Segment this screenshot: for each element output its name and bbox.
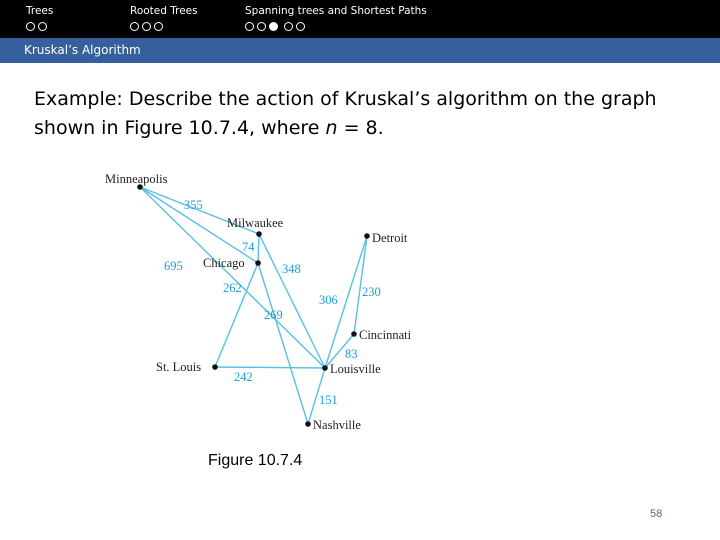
vertex-label: Minneapolis — [105, 172, 168, 186]
graph-edge — [258, 234, 259, 263]
edge-weight: 348 — [282, 262, 301, 276]
vertex-label: Louisville — [330, 362, 381, 376]
nav-dot[interactable] — [38, 22, 47, 31]
graph-edge — [215, 367, 325, 368]
graph-vertex — [256, 231, 262, 237]
vertex-label: Cincinnati — [359, 328, 412, 342]
section-navigation-bar — [0, 0, 720, 38]
edge-weight: 262 — [223, 281, 242, 295]
graph-vertex — [255, 260, 261, 266]
graph-vertex — [212, 364, 218, 370]
question-text: Example: Describe the action of Kruskal’s algorithm on the graph shown in Figure 10.7.4, where — [34, 88, 657, 139]
graph-vertex — [351, 331, 357, 337]
edge-weight: 83 — [345, 347, 358, 361]
nav-section-spanning-trees[interactable]: Spanning trees and Shortest Paths — [245, 5, 427, 17]
nav-section-rooted-trees[interactable]: Rooted Trees — [130, 5, 198, 17]
question-variable: n — [325, 117, 338, 139]
nav-dot[interactable] — [154, 22, 163, 31]
edge-weight: 695 — [164, 259, 183, 273]
nav-dot[interactable] — [142, 22, 151, 31]
vertex-label: Detroit — [372, 231, 408, 245]
figure-caption: Figure 10.7.4 — [208, 452, 303, 469]
edge-weight: 306 — [319, 293, 338, 307]
nav-dots-spanning-trees — [245, 22, 305, 31]
edge-weight: 230 — [362, 285, 381, 299]
weighted-graph-figure — [96, 164, 436, 436]
vertex-label: Milwaukee — [227, 216, 284, 230]
nav-dot[interactable] — [245, 22, 254, 31]
nav-dot-current[interactable] — [269, 22, 278, 31]
graph-vertex — [305, 421, 311, 427]
nav-dots-trees — [26, 22, 47, 31]
frame-title: Kruskal’s Algorithm — [24, 43, 141, 57]
graph-vertex — [322, 365, 328, 371]
nav-dot[interactable] — [130, 22, 139, 31]
nav-dot[interactable] — [257, 22, 266, 31]
graph-edge — [140, 187, 325, 368]
nav-dot[interactable] — [284, 22, 293, 31]
nav-dots-rooted-trees — [130, 22, 163, 31]
frame-title-bar — [0, 38, 720, 63]
edge-weight: 269 — [264, 308, 283, 322]
edge-weight: 355 — [184, 198, 203, 212]
nav-dot[interactable] — [26, 22, 35, 31]
edge-weight: 151 — [319, 393, 338, 407]
vertex-label: Nashville — [313, 418, 361, 432]
graph-edge — [259, 234, 325, 368]
vertex-label: St. Louis — [156, 360, 202, 374]
nav-section-trees[interactable]: Trees — [26, 5, 54, 17]
nav-dot[interactable] — [296, 22, 305, 31]
vertex-label: Chicago — [203, 256, 245, 270]
example-question — [34, 85, 694, 143]
edge-weight: 74 — [242, 240, 255, 254]
page-number: 58 — [650, 508, 663, 520]
edge-weight: 242 — [234, 370, 253, 384]
question-text-end: = 8. — [337, 117, 384, 139]
graph-vertex — [364, 233, 370, 239]
graph-edge — [215, 263, 258, 367]
